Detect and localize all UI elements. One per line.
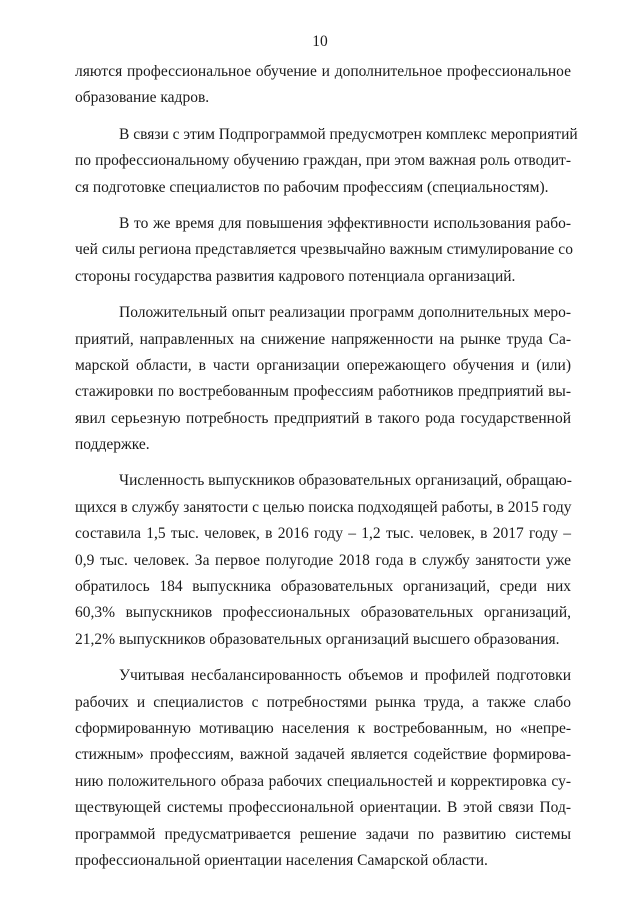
text-line: нию положительного образа рабочих специальностей и корректировка су- <box>75 772 571 790</box>
text-line: по профессиональному обучению граждан, при этом важная роль отводит- <box>75 152 571 170</box>
text-line: ся подготовке специалистов по рабочим профессиям (специальностям). <box>75 178 549 196</box>
text-line: стажировки по востребованным профессиям работников предприятий вы- <box>75 383 571 401</box>
text-line: стороны государства развития кадрового потенциала организаций. <box>75 267 516 285</box>
text-line: образование кадров. <box>75 89 210 107</box>
paragraph-first-line: В то же время для повышения эффективности использования рабо- <box>119 214 571 232</box>
text-line: программой предусматривается решение задачи по развитию системы <box>75 825 571 843</box>
text-line: поддержке. <box>75 436 150 454</box>
paragraph-first-line: Учитывая несбалансированность объемов и профилей подготовки <box>119 667 571 685</box>
text-line: рабочих и специалистов с потребностями рынка труда, а также слабо <box>75 693 571 711</box>
text-line: щихся в службу занятости с целью поиска подходящей работы, в 2015 году <box>75 498 572 516</box>
paragraph-first-line: Численность выпускников образовательных организаций, обращаю- <box>119 472 572 490</box>
text-line: чей силы региона представляется чрезвычайно важным стимулирование со <box>75 241 573 259</box>
text-line: обратилось 184 выпускника образовательных организаций, среди них <box>75 578 571 596</box>
paragraph-gap <box>75 201 571 211</box>
paragraph-first-line: Положительный опыт реализации программ дополнительных меро- <box>119 304 571 322</box>
text-line: ществующей системы профессиональной ориентации. В этой связи Под- <box>75 799 571 817</box>
paragraph-gap <box>75 290 571 300</box>
text-line: марской области, в части организации опережающего обучения и (или) <box>75 356 571 374</box>
text-line: составила 1,5 тыс. человек, в 2016 году – 1,2 тыс. человек, в 2017 году – <box>75 525 571 543</box>
text-line: явил серьезную потребность предприятий в такого рода государственной <box>75 409 571 427</box>
paragraph-gap <box>75 458 571 468</box>
text-line: 21,2% выпускников образовательных организаций высшего образования. <box>75 630 560 648</box>
page-number: 10 <box>312 33 328 50</box>
body-text <box>75 59 578 874</box>
paragraph-first-line: В связи с этим Подпрограммой предусмотрен комплекс мероприятий <box>119 125 578 143</box>
text-line: приятий, направленных на снижение напряженности на рынке труда Са- <box>75 330 571 348</box>
paragraph-gap <box>75 112 571 122</box>
text-line: ляются профессиональное обучение и дополнительное профессиональное <box>75 63 571 80</box>
paragraph-gap <box>75 653 571 663</box>
text-line: 0,9 тыс. человек. За первое полугодие 2018 года в службу занятости уже <box>75 551 571 569</box>
text-line: профессиональной ориентации населения Самарской области. <box>75 851 488 869</box>
text-line: стижным» профессиям, важной задачей является содействие формирова- <box>75 746 571 764</box>
text-line: сформированную мотивацию населения к востребованным, но «непре- <box>75 719 571 737</box>
text-line: 60,3% выпускников профессиональных образовательных организаций, <box>75 604 571 622</box>
